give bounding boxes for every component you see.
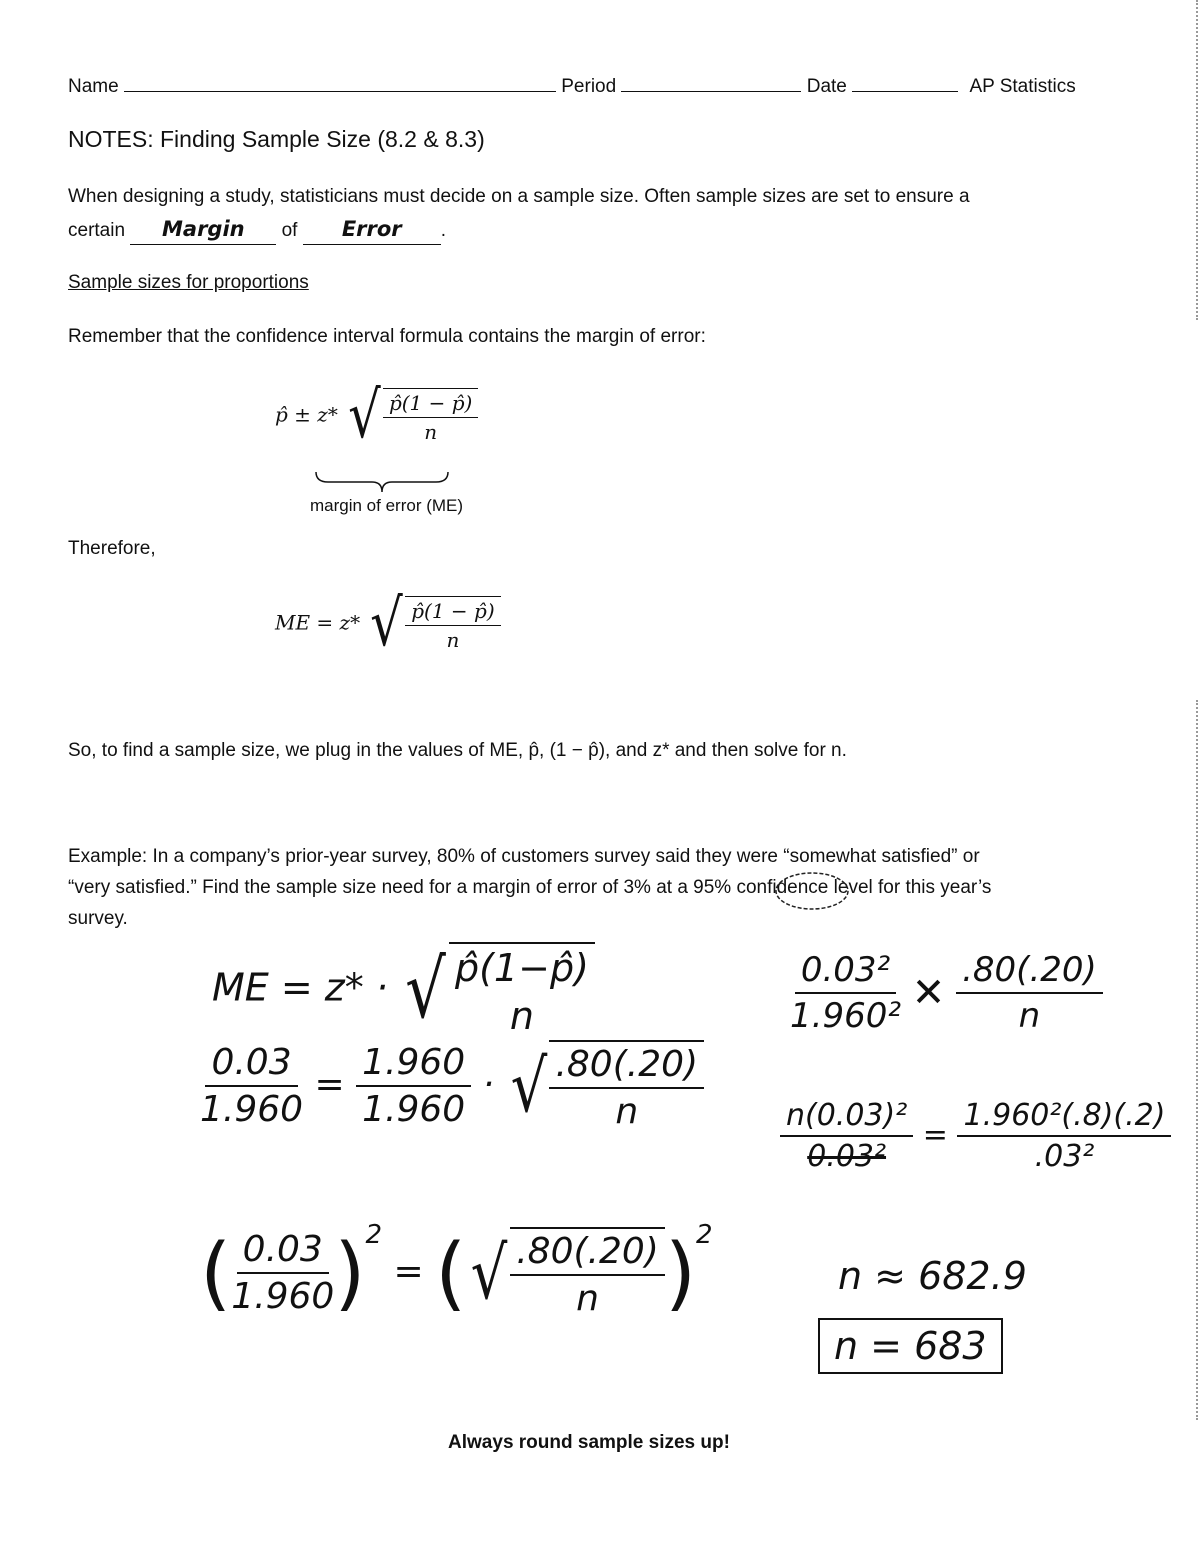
page-title: NOTES: Finding Sample Size (8.2 & 8.3) [68, 126, 485, 152]
hw-right-row-2 [780, 1098, 1171, 1174]
radical-symbol: √ [348, 379, 381, 453]
hw-final-answer: n = 683 [818, 1318, 1003, 1374]
blank-margin: Margin [130, 214, 276, 245]
me-formula [275, 587, 501, 661]
hw-left-row-1 [212, 942, 595, 1038]
blank-error: Error [303, 214, 441, 245]
scan-edge-artifact [1194, 700, 1198, 1420]
hw-me-lhs: ME = z* · [212, 965, 388, 1010]
hw-left-row-2 [200, 1040, 704, 1132]
hw-row2-lden: 1.960 [200, 1089, 304, 1130]
hw-frac [790, 950, 901, 1036]
scan-edge-artifact [1194, 0, 1198, 320]
hw-row2-eq: = [314, 1064, 345, 1105]
header-row [68, 72, 1076, 102]
paren-close-icon: ) [664, 1226, 697, 1320]
hw-r2-rden: .03² [1034, 1139, 1095, 1174]
hw-right-row-1 [790, 950, 1103, 1036]
hw-r2-eq: = [922, 1117, 948, 1153]
name-blank[interactable] [124, 91, 556, 92]
hw-approx: n ≈ 682.9 [838, 1254, 1027, 1298]
radical-symbol: √ [510, 1044, 547, 1128]
intro-of: of [281, 220, 298, 241]
hw-frac [780, 1098, 913, 1174]
course-label: AP Statistics [969, 76, 1076, 97]
hw-frac [200, 1042, 303, 1130]
paren-open-icon: ( [200, 1226, 232, 1320]
hw-row2-rnum: .80(.20) [549, 1044, 704, 1089]
me-denominator: n [446, 628, 460, 652]
hw-r2-rnum: 1.960²(.8)(.2) [957, 1098, 1171, 1137]
therefore-text: Therefore, [68, 538, 156, 559]
ci-formula [275, 379, 478, 453]
hw-row2-mnum: 1.960 [356, 1042, 471, 1087]
paren-open-icon: ( [435, 1226, 467, 1320]
hw-row3-exp: 2 [365, 1220, 383, 1250]
hw-row2-lnum: 0.03 [205, 1042, 297, 1087]
ci-denominator: n [424, 420, 438, 444]
period-label: Period [561, 76, 617, 97]
hw-sqrt [506, 1040, 704, 1132]
hw-row3-rexp: 2 [696, 1220, 713, 1250]
hw-r2-lden: 0.03² [807, 1139, 887, 1174]
hw-row1-den: n [509, 994, 534, 1038]
intro-certain: certain [68, 220, 126, 241]
ci-numerator: p̂(1 − p̂) [383, 391, 478, 418]
hw-r1-rnum: .80(.20) [956, 950, 1103, 994]
hw-r1-rden: n [1018, 996, 1041, 1036]
hw-frac [956, 950, 1103, 1036]
intro-period: . [440, 220, 447, 241]
solve-text: So, to find a sample size, we plug in the values of ME, p̂, (1 − p̂), and z* and then solve for n. [68, 740, 847, 761]
me-lhs: ME = z* [275, 610, 361, 635]
paren-close-icon: ) [334, 1226, 366, 1320]
intro-line-2 [68, 214, 446, 246]
name-label: Name [68, 76, 119, 97]
date-blank[interactable] [852, 91, 958, 92]
section-heading: Sample sizes for proportions [68, 272, 309, 293]
me-numerator: p̂(1 − p̂) [405, 599, 500, 626]
hw-row3-eq: = [393, 1251, 424, 1292]
ci-sqrt [344, 379, 478, 453]
example-line-3: survey. [68, 908, 128, 929]
hw-row3-rden: n [576, 1278, 599, 1319]
radical-symbol: √ [370, 587, 404, 661]
hw-row3-num: 0.03 [237, 1229, 329, 1274]
example-line-2: “very satisfied.” Find the sample size need for a margin of error of 3% at a 95% confidence level for this year’s [68, 877, 992, 898]
cross-multiply-icon: ✕ [911, 970, 946, 1016]
hw-row2-rden: n [615, 1091, 639, 1132]
hw-row3-den: 1.960 [231, 1276, 335, 1317]
remember-text: Remember that the confidence interval formula contains the margin of error: [68, 326, 706, 347]
date-label: Date [806, 76, 847, 97]
circle-annotation-icon [772, 870, 852, 912]
hw-frac [231, 1229, 334, 1317]
intro-line-1: When designing a study, statisticians must decide on a sample size. Often sample sizes are set to ensure a [68, 186, 970, 207]
radical-symbol: √ [405, 943, 446, 1036]
hw-sqrt [466, 1227, 664, 1319]
hw-row3-rnum: .80(.20) [510, 1231, 665, 1276]
underbrace-icon [312, 470, 452, 494]
me-sqrt [366, 587, 500, 661]
radical-symbol: √ [470, 1231, 508, 1315]
hw-row2-dot: · [482, 1064, 495, 1105]
hw-frac [356, 1042, 471, 1130]
hw-sqrt [400, 942, 595, 1038]
example-line-1: Example: In a company’s prior-year survey, 80% of customers survey said they were “somewhat satisfied” or [68, 846, 980, 867]
hw-r1-lnum: 0.03² [795, 950, 896, 994]
hw-r2-lnum: n(0.03)² [780, 1098, 913, 1137]
brace-label: margin of error (ME) [310, 496, 464, 515]
hw-left-row-3 [200, 1220, 713, 1320]
hw-frac [957, 1098, 1171, 1174]
period-blank[interactable] [621, 91, 801, 92]
hw-row2-mden: 1.960 [362, 1089, 466, 1130]
ci-lhs: p̂ ± z* [275, 402, 338, 427]
hw-r1-lden: 1.960² [790, 996, 901, 1036]
footer-note: Always round sample sizes up! [448, 1432, 730, 1453]
hw-row1-num: p̂(1−p̂) [454, 946, 589, 990]
